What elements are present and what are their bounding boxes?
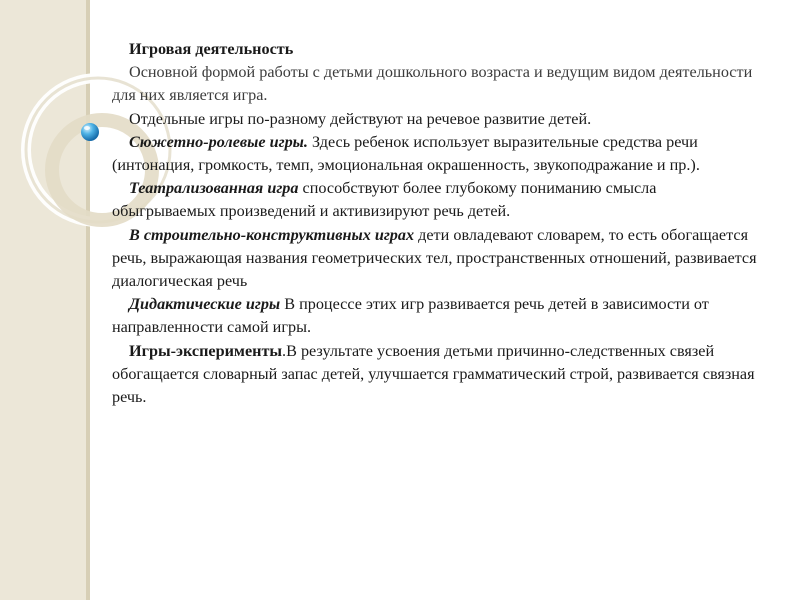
section-term: Театрализованная игра xyxy=(129,179,299,198)
section-term: Дидактические игры xyxy=(129,295,281,314)
section-term: В строительно-конструктивных играх xyxy=(129,225,415,244)
section-term: Сюжетно-ролевые игры. xyxy=(129,132,308,151)
section-construction xyxy=(112,224,762,294)
ball-highlight xyxy=(84,126,90,130)
section-experiments xyxy=(112,340,762,410)
intro-paragraph: Основной формой работы с детьми дошкольного возраста и ведущим видом деятельности для них является игра. xyxy=(112,63,753,105)
blue-ball-icon xyxy=(81,123,99,141)
section-text: дети овладевают словарем, то есть обогащается речь, выражающая названия геометрических тел, пространственных отношений, развивается диалогическая речь xyxy=(112,225,757,291)
section-role-play xyxy=(112,131,762,177)
section-text: .В результате усвоения детьми причинно-следственных связей обогащается словарный запас детей, улучшается грамматический строй, развивается связная речь. xyxy=(112,341,755,407)
section-theatrical xyxy=(112,177,762,223)
section-didactic xyxy=(112,293,762,339)
section-term: Игры-эксперименты xyxy=(129,341,283,360)
section-text: способствуют более глубокому пониманию смысла обыгрываемых произведений и активизируют речь детей. xyxy=(112,179,657,221)
slide-title: Игровая деятельность xyxy=(129,40,294,58)
section-text: В процессе этих игр развивается речь детей в зависимости от направленности самой игры. xyxy=(112,295,709,337)
text-content xyxy=(112,38,762,409)
lead-paragraph: Отдельные игры по-разному действуют на речевое развитие детей. xyxy=(129,109,592,128)
section-text: Здесь ребенок использует выразительные средства речи (интонация, громкость, темп, эмоциональная окрашенность, звукоподражание и пр.). xyxy=(112,132,700,175)
